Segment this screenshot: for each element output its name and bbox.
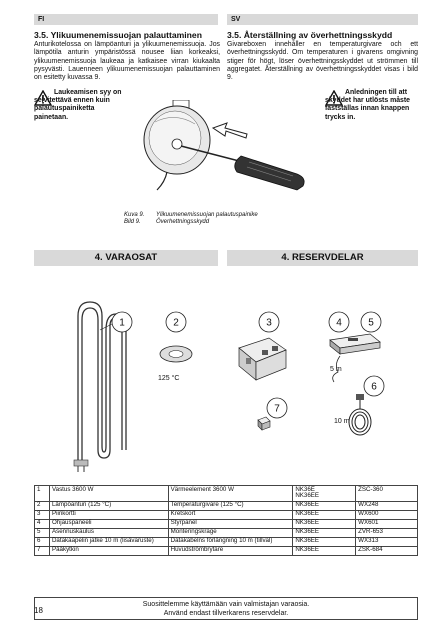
table-row — [35, 519, 418, 528]
figure9-caption-fi — [124, 212, 284, 219]
table-cell-no: 4 — [35, 519, 50, 528]
figure9-label-fi: Kuva 9. — [124, 212, 145, 218]
cable-10m-label: 10 m — [334, 418, 350, 425]
section-title-sv: 4. RESERVDELAR — [227, 250, 418, 266]
callout-6: 6 — [371, 381, 377, 393]
figure9-caption-sv — [124, 219, 284, 226]
lang-label-sv: SV — [231, 16, 241, 23]
table-cell-sv: Temperaturgivare (125 °C) — [168, 501, 293, 510]
circuit-board-drawing — [239, 338, 286, 380]
table-cell-no: 6 — [35, 537, 50, 546]
table-cell-code: ZSK-684 — [356, 546, 418, 555]
lang-tab-fi — [34, 14, 218, 25]
table-cell-fi: Datakaapelin jatke 10 m (lisävaruste) — [49, 537, 168, 546]
sv-heading: 3.5. Återställning av överhettningsskydd — [227, 30, 393, 40]
table-cell-sv: Värmeelement 3600 W — [168, 486, 293, 502]
table-cell-sv: Monteringskrage — [168, 528, 293, 537]
table-cell-code: WX248 — [356, 501, 418, 510]
fi-body: Anturikotelossa on lämpöanturi ja ylikuumenemissuoja. Jos lämpötila anturin ympäristössä nousee liian korkeaksi, ylikuumenemissuoja laukeaa ja katkaisee virran kiukaalta pysyvästi. Lauenneen ylikuumenemissuojan palauttaminen on esitetty kuvassa 9. — [34, 41, 220, 82]
table-cell-no: 5 — [35, 528, 50, 537]
table-cell-model: NK36EE — [293, 519, 356, 528]
spare-parts-note — [34, 597, 418, 620]
callout-7: 7 — [274, 403, 280, 415]
parts-table — [34, 485, 418, 556]
table-cell-sv: Huvudströmbrytare — [168, 546, 293, 555]
table-row — [35, 546, 418, 555]
sv-body: Givareboxen innehåller en temperaturgivare och ett överhettningsskydd. Om temperaturen i givarens omgivning stiger för högt, löser överhettningsskyddet ut strömmen till aggregatet. Återställning av överhettningsskyddet visas i bild 9. — [227, 41, 418, 82]
figure9-label-sv: Bild 9. — [124, 219, 141, 225]
table-cell-code: ZVR-653 — [356, 528, 418, 537]
control-panel-drawing — [330, 334, 380, 354]
table-cell-sv: Kretskort — [168, 510, 293, 519]
table-row — [35, 537, 418, 546]
section-title-fi: 4. VARAOSAT — [34, 250, 218, 266]
figure9-text-sv: Överhettningsskydd — [156, 219, 210, 225]
table-cell-no: 7 — [35, 546, 50, 555]
table-cell-fi: Asennuskaulus — [49, 528, 168, 537]
callout-3: 3 — [266, 317, 272, 329]
table-cell-code: WX600 — [356, 510, 418, 519]
table-cell-code: WX313 — [356, 537, 418, 546]
cable-5m-label: 5 m — [330, 366, 342, 373]
table-cell-sv: Datakabelns förlängning 10 m (tillval) — [168, 537, 293, 546]
table-cell-no: 3 — [35, 510, 50, 519]
table-cell-code: WX601 — [356, 519, 418, 528]
callout-1: 1 — [119, 317, 125, 329]
parts-table-body — [35, 486, 418, 556]
table-cell-fi: Piirikortti — [49, 510, 168, 519]
table-cell-fi: Ohjauspaneeli — [49, 519, 168, 528]
sv-warning-text: Anledningen till att skyddet har utlösts måste fastställas innan knappen trycks in. — [325, 89, 411, 121]
fi-warning-text: Laukeamisen syy on selvitettävä ennen kuin palautuspainiketta painetaan. — [34, 89, 122, 121]
thermostat-label: 125 °C — [158, 375, 180, 382]
lang-label-fi: FI — [38, 16, 45, 23]
page-number: 18 — [34, 606, 43, 615]
table-cell-model: NK36EE — [293, 510, 356, 519]
table-cell-sv: Styrpanel — [168, 519, 293, 528]
table-row — [35, 501, 418, 510]
table-cell-model: NK36EE — [293, 501, 356, 510]
table-cell-fi: Lämpöanturi (125 °C) — [49, 501, 168, 510]
callout-2: 2 — [173, 317, 179, 329]
table-cell-model: NK36EE — [293, 537, 356, 546]
callout-5: 5 — [368, 317, 374, 329]
figure9-text-fi: Ylikuumenemissuojan palautuspainike — [156, 212, 258, 218]
table-cell-fi: Vastus 3600 W — [49, 486, 168, 502]
table-cell-model: NK36EE — [293, 528, 356, 537]
note-fi: Suosittelemme käyttämään vain valmistajan varaosia. — [142, 601, 310, 608]
parts-illustration — [34, 300, 418, 480]
table-row — [35, 528, 418, 537]
figure9-illustration — [125, 100, 315, 210]
extension-cable-drawing — [349, 400, 371, 435]
note-sv: Använd endast tillverkarens reservdelar. — [163, 610, 289, 617]
callout-4: 4 — [336, 317, 342, 329]
main-switch-drawing — [258, 417, 270, 430]
fi-heading: 3.5. Ylikuumenemissuojan palauttaminen — [34, 30, 202, 40]
table-row — [35, 486, 418, 502]
table-cell-fi: Pääkytkin — [49, 546, 168, 555]
table-cell-no: 2 — [35, 501, 50, 510]
table-row — [35, 510, 418, 519]
table-cell-code: ZSC-360 — [356, 486, 418, 502]
lang-tab-sv — [227, 14, 418, 25]
table-cell-model: NK36EE — [293, 546, 356, 555]
table-cell-model: NK36E NK36EE — [293, 486, 356, 502]
table-cell-no: 1 — [35, 486, 50, 502]
